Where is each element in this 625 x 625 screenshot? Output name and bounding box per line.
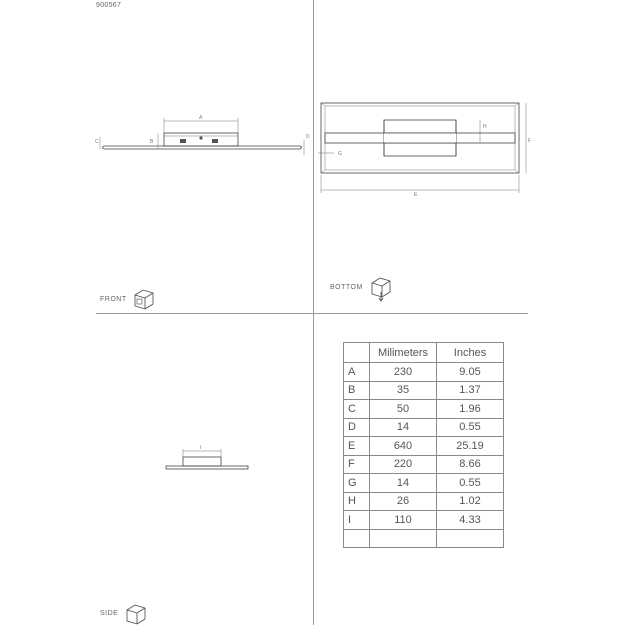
table-row [344, 455, 504, 474]
row-letter: C [344, 400, 370, 419]
terminal-block-icon [180, 136, 218, 143]
row-inches: 8.66 [437, 455, 504, 474]
table-header-row [344, 343, 504, 363]
row-letter: H [344, 492, 370, 511]
dimensions-table [343, 342, 504, 548]
row-inches: 1.96 [437, 400, 504, 419]
row-letter: B [344, 381, 370, 400]
table-row [344, 400, 504, 419]
front-view-label: FRONT [100, 296, 127, 303]
bottom-cube-icon [372, 278, 390, 301]
row-mm: 230 [370, 363, 437, 382]
row-letter [344, 529, 370, 548]
table-row [344, 363, 504, 382]
row-inches: 0.55 [437, 418, 504, 437]
row-inches: 1.02 [437, 492, 504, 511]
dim-label-i: I [200, 445, 202, 451]
row-inches: 0.55 [437, 474, 504, 493]
row-inches [437, 529, 504, 548]
side-driver-box [183, 457, 221, 466]
dim-label-g: G [338, 151, 342, 157]
row-mm: 14 [370, 418, 437, 437]
row-inches: 4.33 [437, 511, 504, 530]
row-mm: 35 [370, 381, 437, 400]
side-view-label: SIDE [100, 610, 119, 617]
dim-label-e: E [414, 192, 418, 198]
row-mm: 110 [370, 511, 437, 530]
front-view [95, 115, 310, 155]
front-panel-outline [103, 146, 302, 149]
side-panel-outline [166, 466, 248, 469]
dim-label-a: A [199, 115, 203, 121]
dim-label-b: B [150, 139, 154, 145]
table-row [344, 492, 504, 511]
row-letter: G [344, 474, 370, 493]
row-mm: 14 [370, 474, 437, 493]
row-inches: 25.19 [437, 437, 504, 456]
row-mm: 26 [370, 492, 437, 511]
side-view [166, 445, 248, 469]
row-letter: A [344, 363, 370, 382]
dim-label-c: C [95, 139, 99, 145]
row-mm: 50 [370, 400, 437, 419]
row-letter: D [344, 418, 370, 437]
dim-label-d: D [306, 134, 310, 140]
row-letter: E [344, 437, 370, 456]
header-inches: Inches [437, 343, 504, 363]
table-row [344, 437, 504, 456]
table-row [344, 474, 504, 493]
header-millimeters: Milimeters [370, 343, 437, 363]
table-row [344, 529, 504, 548]
table-row [344, 511, 504, 530]
table-row [344, 381, 504, 400]
side-cube-icon [127, 605, 145, 624]
row-inches: 1.37 [437, 381, 504, 400]
header-letter [344, 343, 370, 363]
dim-label-h: H [483, 124, 487, 130]
row-mm [370, 529, 437, 548]
row-mm: 220 [370, 455, 437, 474]
bottom-view [318, 103, 531, 198]
bottom-view-label: BOTTOM [330, 284, 363, 291]
product-code: 900567 [96, 2, 122, 9]
dim-label-f: F [528, 138, 532, 144]
front-cube-icon [135, 290, 153, 309]
row-mm: 640 [370, 437, 437, 456]
table-row [344, 418, 504, 437]
row-letter: F [344, 455, 370, 474]
row-inches: 9.05 [437, 363, 504, 382]
row-letter: I [344, 511, 370, 530]
